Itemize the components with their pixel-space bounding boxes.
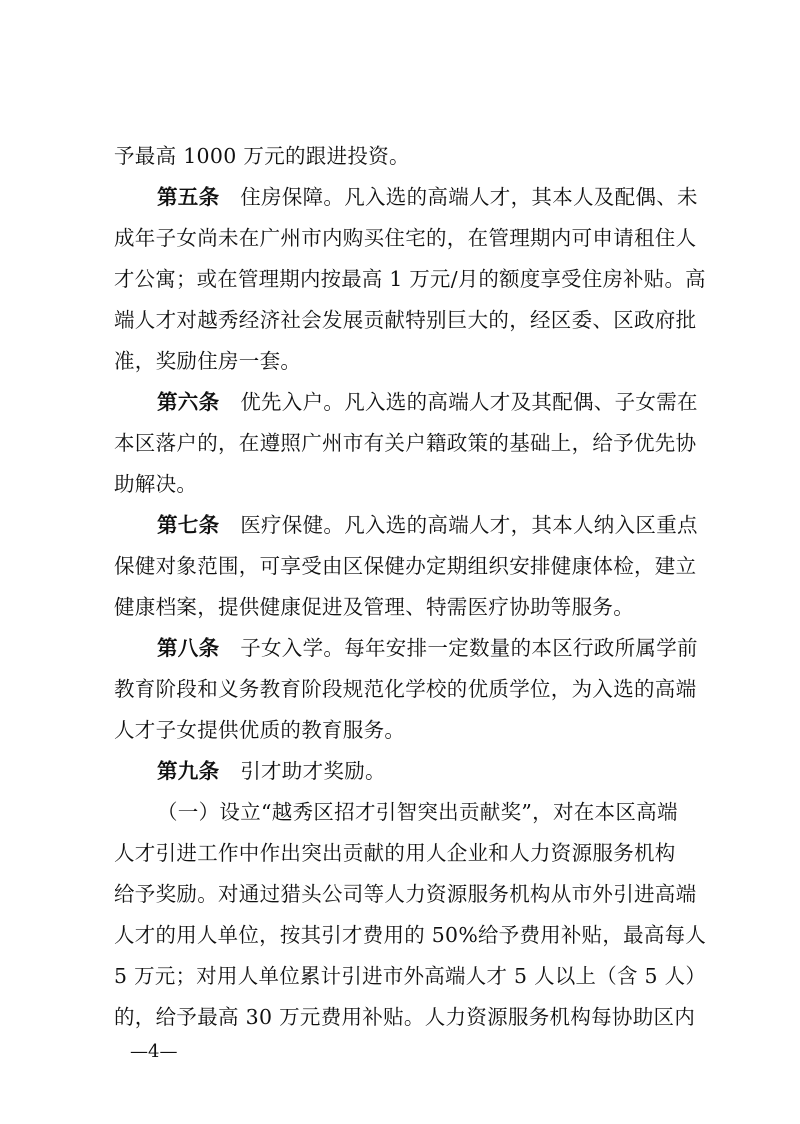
article-number: 第五条 xyxy=(157,185,220,209)
line-text: 5 万元；对用人单位累计引进市外高端人才 5 人以上（含 5 人） xyxy=(114,964,707,988)
article-heading-line xyxy=(157,628,706,668)
text-line xyxy=(114,669,706,709)
article-heading-line xyxy=(157,177,706,217)
text-line xyxy=(114,300,706,340)
text-line xyxy=(157,792,706,832)
line-text: 才公寓；或在管理期内按最高 1 万元/月的额度享受住房补贴。高 xyxy=(114,267,706,291)
line-text: 成年子女尚未在广州市内购买住宅的，在管理期内可申请租住人 xyxy=(114,226,697,250)
line-text: 保健对象范围，可享受由区保健办定期组织安排健康体检，建立 xyxy=(114,554,697,578)
text-line xyxy=(114,423,706,463)
line-text: 的，给予最高 30 万元费用补贴。人力资源服务机构每协助区内 xyxy=(114,1005,696,1029)
text-line xyxy=(114,341,706,381)
text-line xyxy=(114,874,706,914)
text-line xyxy=(114,997,706,1037)
line-text: 助解决。 xyxy=(114,472,198,496)
line-text: 本区落户的，在遵照广州市有关户籍政策的基础上，给予优先协 xyxy=(114,431,697,455)
article-number: 第八条 xyxy=(157,636,220,660)
text-line xyxy=(114,259,706,299)
line-text: 住房保障。凡入选的高端人才，其本人及配偶、未 xyxy=(219,185,698,209)
line-text: 人才的用人单位，按其引才费用的 50%给予费用补贴，最高每人 xyxy=(114,923,707,947)
line-text: 准，奖励住房一套。 xyxy=(114,349,302,373)
line-text: 子女入学。每年安排一定数量的本区行政所属学前 xyxy=(219,636,698,660)
article-heading-line xyxy=(157,751,706,791)
line-text: 予最高 1000 万元的跟进投资。 xyxy=(114,144,410,168)
article-heading-line xyxy=(157,505,706,545)
text-line xyxy=(114,710,706,750)
line-text: 人才引进工作中作出突出贡献的用人企业和人力资源服务机构 xyxy=(114,841,676,865)
article-heading-line xyxy=(157,382,706,422)
line-text: 优先入户。凡入选的高端人才及其配偶、子女需在 xyxy=(219,390,698,414)
text-line xyxy=(114,136,706,176)
text-line xyxy=(114,915,707,955)
text-line xyxy=(114,956,707,996)
text-line xyxy=(114,833,706,873)
line-text: 医疗保健。凡入选的高端人才，其本人纳入区重点 xyxy=(219,513,698,537)
line-text: 端人才对越秀经济社会发展贡献特别巨大的，经区委、区政府批 xyxy=(114,308,697,332)
line-text: 教育阶段和义务教育阶段规范化学校的优质学位，为入选的高端 xyxy=(114,677,697,701)
text-line xyxy=(114,546,706,586)
page-number: —4— xyxy=(130,1041,178,1062)
text-line xyxy=(114,587,706,627)
article-number: 第六条 xyxy=(157,390,220,414)
text-line xyxy=(114,464,706,504)
line-text: 给予奖励。对通过猎头公司等人力资源服务机构从市外引进高端 xyxy=(114,882,697,906)
line-text: 引才助才奖励。 xyxy=(219,759,386,783)
article-number: 第九条 xyxy=(157,759,220,783)
line-text: （一）设立“越秀区招才引智突出贡献奖”，对在本区高端 xyxy=(157,800,678,824)
text-line xyxy=(114,218,706,258)
line-text: 人才子女提供优质的教育服务。 xyxy=(114,718,406,742)
article-number: 第七条 xyxy=(157,513,220,537)
line-text: 健康档案，提供健康促进及管理、特需医疗协助等服务。 xyxy=(114,595,634,619)
